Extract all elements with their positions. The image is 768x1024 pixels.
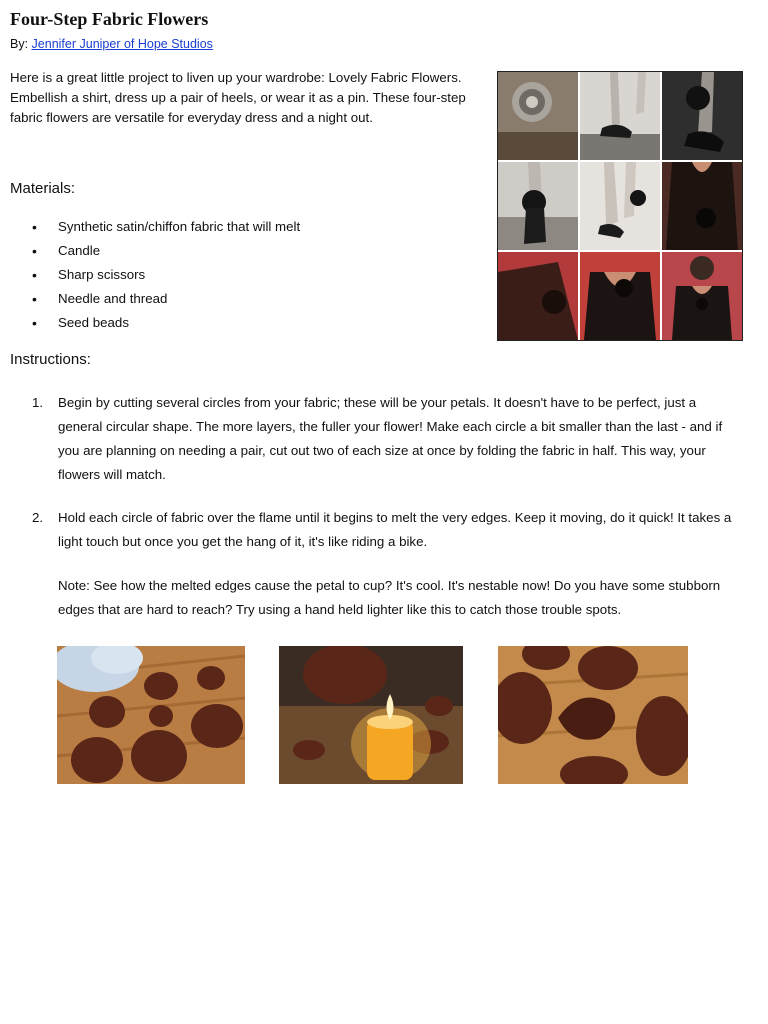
bullet-icon: • (32, 219, 37, 235)
page-title: Four-Step Fabric Flowers (10, 9, 209, 29)
list-item: • Synthetic satin/chiffon fabric that will melt (32, 215, 300, 239)
collage-photo-jacket (498, 252, 578, 340)
bullet-icon: • (32, 267, 37, 283)
materials-heading: Materials: (10, 180, 76, 197)
author-link[interactable]: Jennifer Juniper of Hope Studios (31, 37, 213, 51)
list-item: • Sharp scissors (32, 263, 300, 287)
byline (10, 37, 213, 51)
collage-photo-flower-closeup (498, 72, 578, 160)
note-paragraph: Note: See how the melted edges cause the petal to cup? It's cool. It's nestable now! Do you have some stubborn edges that are hard to reach? Try using a hand held lighter like this to catch those trouble spots. (58, 578, 721, 617)
collage-photo-heels-4 (580, 162, 660, 250)
step-text: Begin by cutting several circles from your fabric; these will be your petals. It doesn't have to be perfect, just a general circular shape. The more layers, the fuller your flower! Make each circle a bit smaller than the last - and if you are planning on needing a pair, cut out two of each size at once by folding the fabric in half. This way, your flowers will match. (58, 395, 723, 482)
collage-photo-dress (662, 162, 742, 250)
step-number: 2. (32, 510, 44, 525)
materials-list (32, 215, 300, 335)
collage-photo-top (662, 252, 742, 340)
instruction-step-2 (32, 506, 743, 554)
intro-paragraph: Here is a great little project to liven up your wardrobe: Lovely Fabric Flowers. Embellish a shirt, dress up a pair of heels, or wear it as a pin. These four-step fabric flowers are versatile for everyday dress and a night out. (10, 70, 466, 125)
step-text: Hold each circle of fabric over the flame until it begins to melt the very edges. Keep it moving, do it quick! It takes a light touch but once you get the hang of it, it's like riding a bike. (58, 510, 732, 549)
photo-cut-circles (57, 646, 245, 784)
list-item: • Candle (32, 239, 300, 263)
collage-photo-heels-3 (498, 162, 578, 250)
step-number: 1. (32, 395, 44, 410)
byline-prefix: By: (10, 37, 32, 51)
photo-cupped-petals (498, 646, 688, 784)
flower-collage-image (497, 71, 743, 341)
instruction-step-1 (32, 391, 743, 487)
photo-candle-flame (279, 646, 463, 784)
collage-photo-heels-2 (662, 72, 742, 160)
list-item: • Seed beads (32, 311, 300, 335)
bullet-icon: • (32, 291, 37, 307)
collage-photo-neckline (580, 252, 660, 340)
collage-photo-heels-1 (580, 72, 660, 160)
list-item: • Needle and thread (32, 287, 300, 311)
bullet-icon: • (32, 243, 37, 259)
instructions-heading: Instructions: (10, 351, 91, 368)
bullet-icon: • (32, 315, 37, 331)
